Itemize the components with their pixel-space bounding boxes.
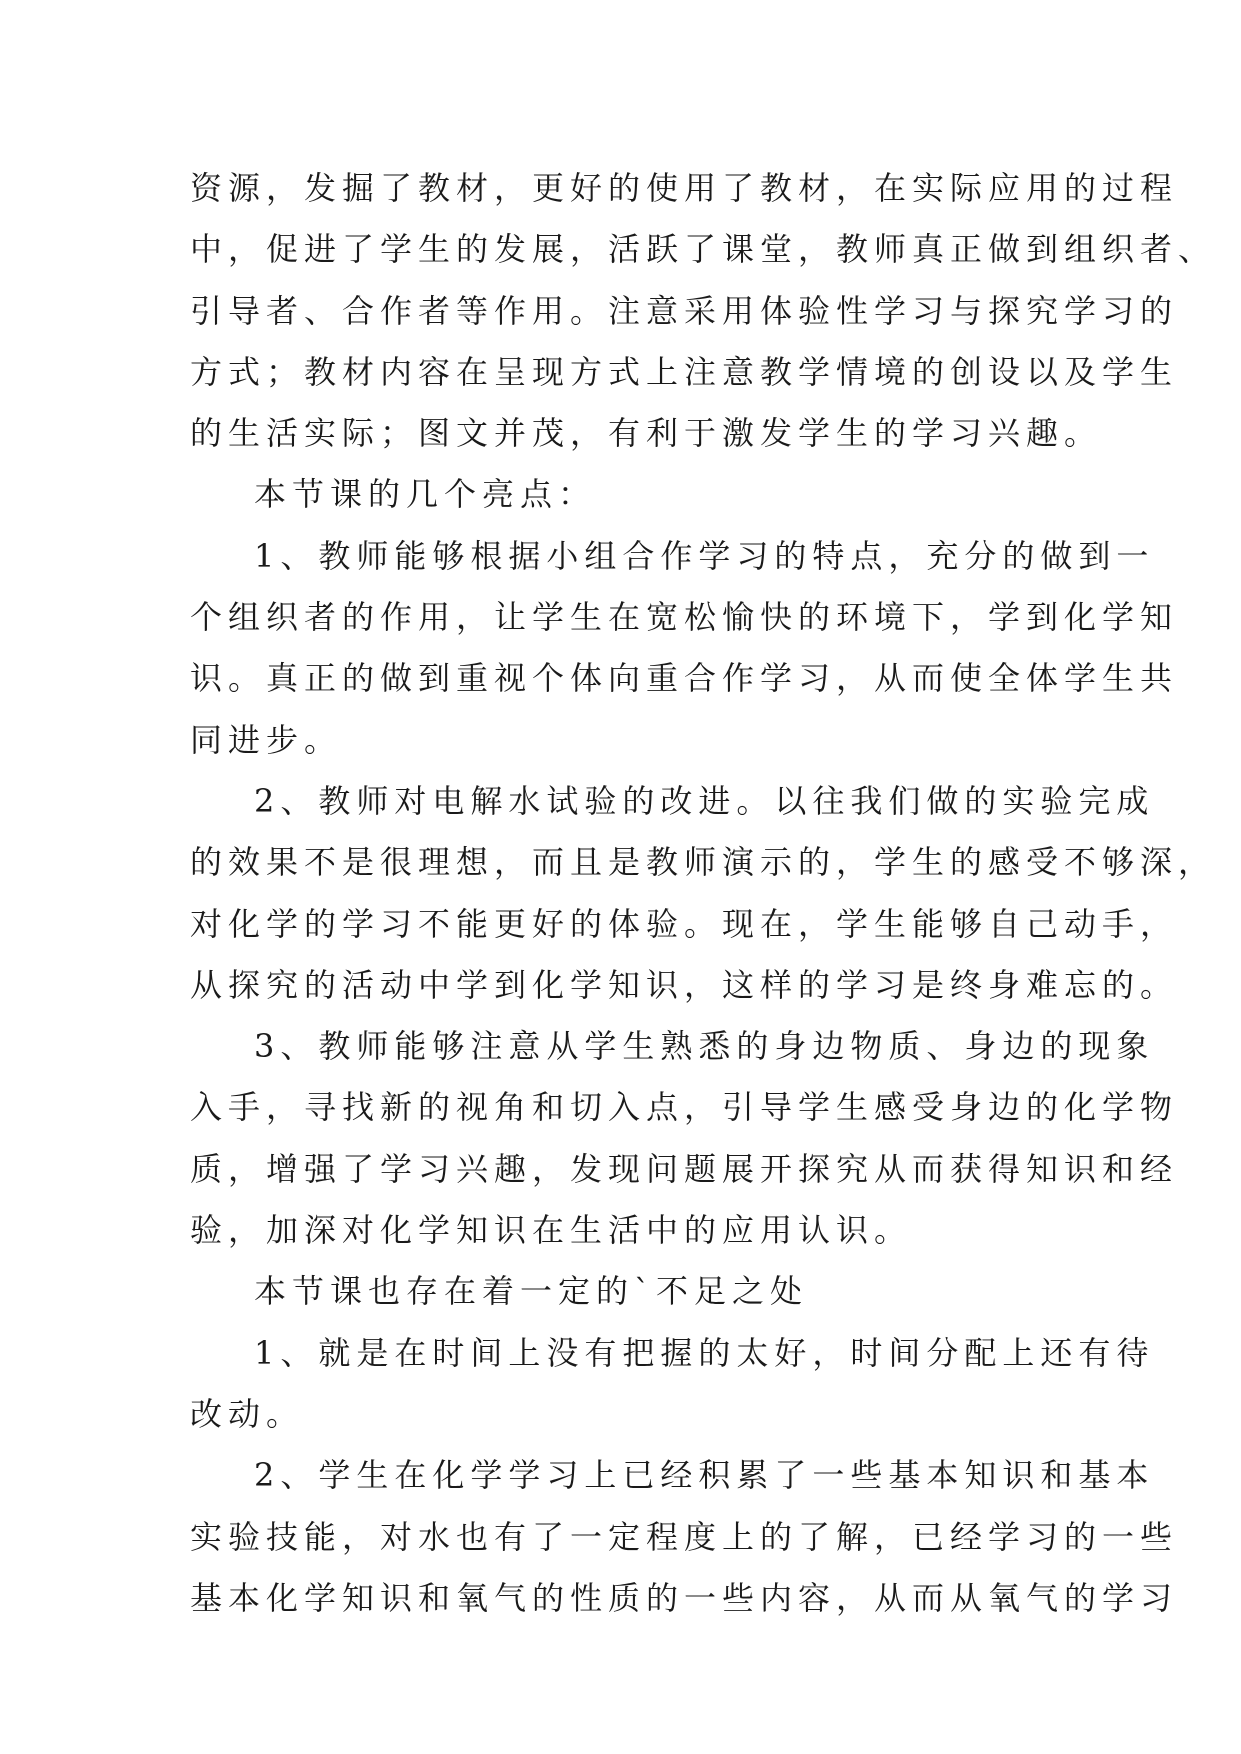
text-line: 方式；教材内容在呈现方式上注意教学情境的创设以及学生 [190, 352, 1179, 391]
text-line: 对化学的学习不能更好的体验。现在，学生能够自己动手， [190, 904, 1179, 943]
text-line: 基本化学知识和氧气的性质的一些内容，从而从氧气的学习 [190, 1578, 1179, 1617]
text-line: 引导者、合作者等作用。注意采用体验性学习与探究学习的 [190, 291, 1179, 330]
text-line: 从探究的活动中学到化学知识，这样的学习是终身难忘的。 [190, 965, 1179, 1004]
paragraph-start: 3、教师能够注意从学生熟悉的身边物质、身边的现象 [254, 1027, 1155, 1066]
text-line: 中，促进了学生的发展，活跃了课堂，教师真正做到组织者、 [190, 230, 1217, 269]
text-line: 实验技能，对水也有了一定程度上的了解，已经学习的一些 [190, 1517, 1179, 1556]
text-line: 识。真正的做到重视个体向重合作学习，从而使全体学生共 [190, 659, 1179, 698]
paragraph-start: 2、学生在化学学习上已经积累了一些基本知识和基本 [254, 1456, 1155, 1495]
section-heading: 本节课也存在着一定的`不足之处 [254, 1272, 809, 1311]
paragraph-start: 1、就是在时间上没有把握的太好，时间分配上还有待 [254, 1333, 1155, 1372]
text-line: 的效果不是很理想，而且是教师演示的，学生的感受不够深， [190, 843, 1217, 882]
text-line: 质，增强了学习兴趣，发现问题展开探究从而获得知识和经 [190, 1149, 1179, 1188]
paragraph-start: 2、教师对电解水试验的改进。以往我们做的实验完成 [254, 781, 1155, 820]
text-line: 的生活实际；图文并茂，有利于激发学生的学习兴趣。 [190, 414, 1103, 453]
section-heading: 本节课的几个亮点： [254, 475, 597, 514]
text-line: 入手，寻找新的视角和切入点，引导学生感受身边的化学物 [190, 1088, 1179, 1127]
paragraph-start: 1、教师能够根据小组合作学习的特点，充分的做到一 [254, 536, 1155, 575]
text-line: 验，加深对化学知识在生活中的应用认识。 [190, 1211, 913, 1250]
body-text [190, 158, 1217, 1629]
text-line: 改动。 [190, 1394, 305, 1433]
text-line: 同进步。 [190, 720, 343, 759]
text-line: 个组织者的作用，让学生在宽松愉快的环境下，学到化学知 [190, 598, 1179, 637]
text-line: 资源，发掘了教材，更好的使用了教材，在实际应用的过程 [190, 169, 1179, 207]
